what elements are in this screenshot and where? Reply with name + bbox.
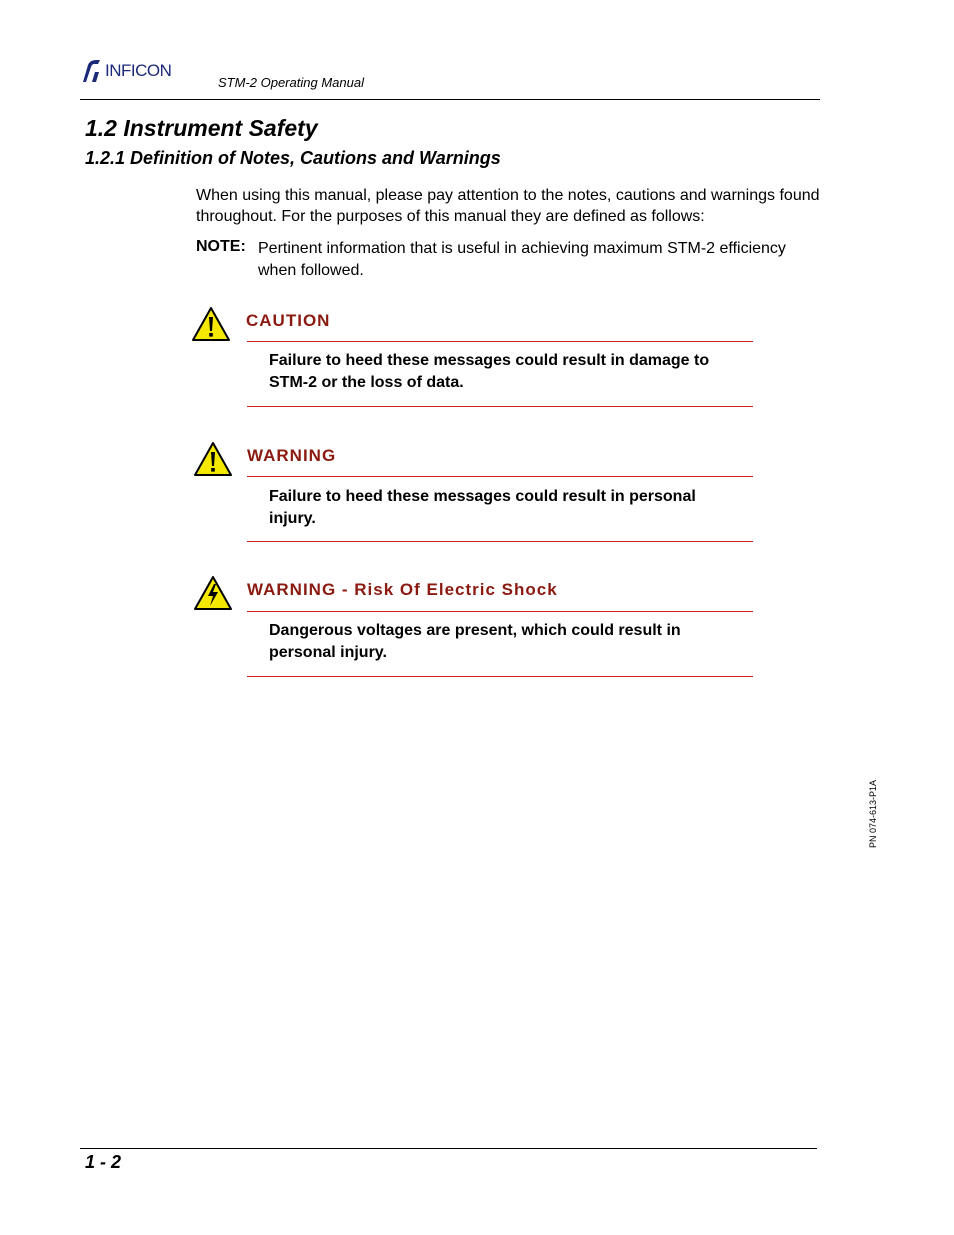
intro-paragraph: When using this manual, please pay attention to the notes, cautions and warnings found throughout. For the purposes of this manual they are defined as follows: — [196, 187, 820, 225]
inficon-logo-mark-icon — [80, 59, 102, 83]
warning-top-rule — [247, 476, 753, 477]
inficon-logo — [80, 58, 200, 84]
exclamation-triangle-icon — [193, 441, 233, 477]
caution-text: Failure to heed these messages could result in damage to STM-2 or the loss of data. — [269, 352, 710, 391]
lightning-triangle-icon — [193, 575, 233, 611]
note-label: NOTE: — [196, 238, 246, 255]
subsection-title: 1.2.1 Definition of Notes, Cautions and Warnings — [85, 148, 501, 168]
shock-warning-title: WARNING - Risk Of Electric Shock — [247, 580, 558, 599]
footer-divider — [80, 1148, 817, 1149]
warning-bottom-rule — [247, 541, 753, 542]
manual-title: STM-2 Operating Manual — [218, 75, 364, 90]
page-number: 1 - 2 — [85, 1152, 122, 1172]
caution-title: CAUTION — [246, 311, 331, 330]
logo-text: INFICON — [105, 61, 172, 80]
warning-text: Failure to heed these messages could result in personal injury. — [269, 488, 696, 527]
caution-bottom-rule — [247, 406, 753, 407]
warning-title: WARNING — [247, 446, 337, 465]
note-text: Pertinent information that is useful in achieving maximum STM-2 efficiency when followed. — [258, 240, 786, 279]
part-number: PN 074-613-P1A — [868, 779, 878, 848]
shock-warning-text: Dangerous voltages are present, which could result in personal injury. — [269, 622, 681, 661]
section-title: 1.2 Instrument Safety — [85, 115, 318, 141]
header-divider — [80, 99, 820, 100]
shock-warning-bottom-rule — [247, 676, 753, 677]
exclamation-triangle-icon — [191, 306, 231, 342]
shock-warning-top-rule — [247, 611, 753, 612]
caution-top-rule — [247, 341, 753, 342]
